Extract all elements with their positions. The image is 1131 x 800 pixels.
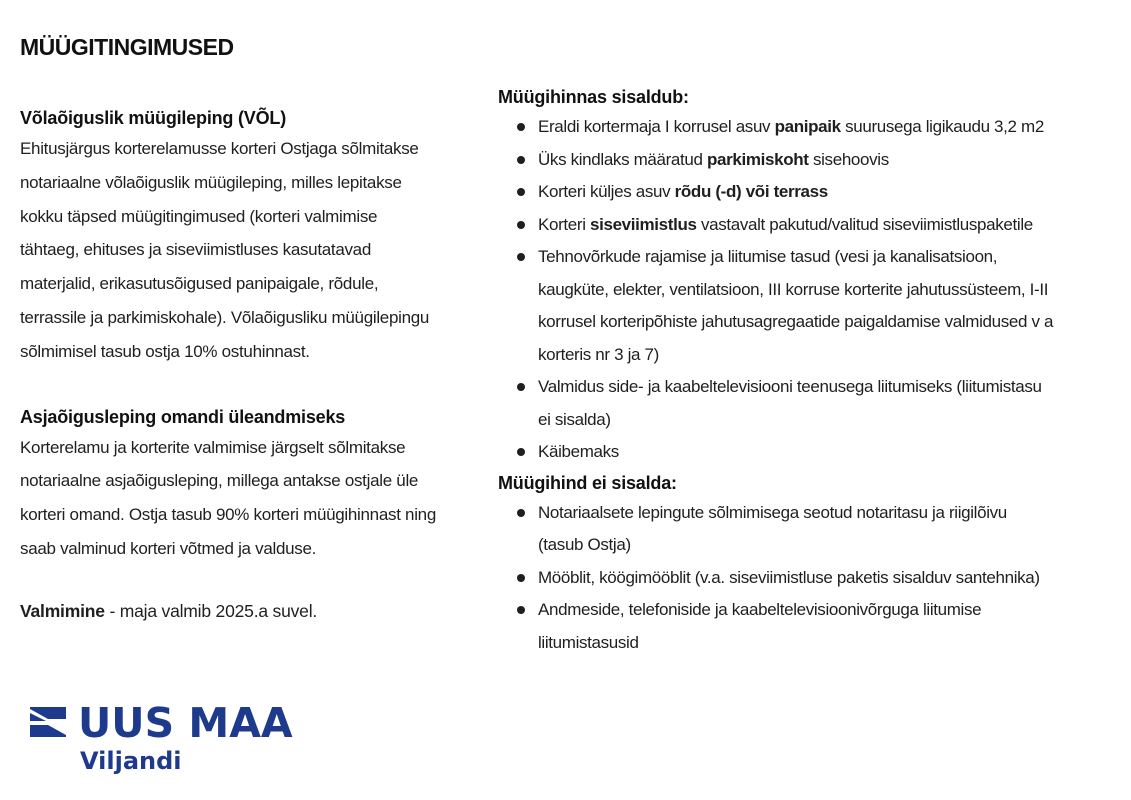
- logo-subtitle: Viljandi: [80, 747, 182, 775]
- list-item: [498, 209, 1118, 242]
- item-bold: siseviimistlus: [590, 214, 697, 234]
- item-text: Korteri küljes asuv: [538, 182, 675, 201]
- vol-line: kokku täpsed müügitingimused (korteri valmimise: [20, 206, 378, 226]
- bullet-icon: [517, 123, 525, 131]
- bullet-icon: [517, 509, 525, 517]
- excluded-list: [498, 497, 1118, 660]
- item-line: kaugküte, elekter, ventilatsioon, III korruse korterite jahutussüsteem, I-II: [538, 279, 1049, 299]
- asja-line: Korterelamu ja korterite valmimise järgselt sõlmitakse: [20, 437, 406, 457]
- excluded-heading: Müügihind ei sisalda:: [498, 472, 677, 493]
- bullet-icon: [517, 606, 525, 614]
- item-line: Mööblit, köögimööblit (v.a. siseviimistluse paketis sisalduv santehnika): [538, 567, 1040, 587]
- asja-line: notariaalne asjaõigusleping, millega antakse ostjale üle: [20, 471, 419, 491]
- bullet-icon: [517, 253, 525, 261]
- vol-line: notariaalne võlaõiguslik müügileping, milles lepitakse: [20, 172, 402, 192]
- bullet-icon: [517, 156, 525, 164]
- list-item: [498, 144, 1118, 177]
- bullet-icon: [517, 188, 525, 196]
- logo-name: UUS MAA: [78, 699, 293, 747]
- asja-line: korteri omand. Ostja tasub 90% korteri müügihinnast ning: [20, 505, 436, 525]
- item-line: Valmidus side- ja kaabeltelevisiooni teenusega liitumiseks (liitumistasu: [538, 377, 1042, 396]
- item-line: korrusel korteripõhiste jahutusagregaatide paigaldamise valmidused v a: [538, 312, 1054, 331]
- list-item: [498, 241, 1118, 371]
- vol-line: sõlmimisel tasub ostja 10% ostuhinnast.: [20, 341, 310, 361]
- item-line: Andmeside, telefoniside ja kaabeltelevisioonivõrguga liitumise: [538, 600, 982, 619]
- item-text: Käibemaks: [538, 442, 619, 461]
- item-line: liitumistasusid: [538, 632, 639, 652]
- right-column: [498, 83, 1118, 659]
- vol-line: tähtaeg, ehituses ja siseviimistluses kasutatavad: [20, 240, 371, 260]
- list-item: [498, 176, 1118, 209]
- item-text: vastavalt pakutud/valitud siseviimistluspaketile: [696, 214, 1033, 234]
- included-heading: Müügihinnas sisaldub:: [498, 87, 689, 107]
- vol-body: [20, 132, 490, 369]
- list-item: [498, 111, 1118, 144]
- item-line: Tehnovõrkude rajamise ja liitumise tasud (vesi ja kanalisatsioon,: [538, 247, 998, 266]
- bullet-icon: [517, 221, 525, 229]
- asja-heading: Asjaõigusleping omandi üleandmiseks: [20, 406, 346, 427]
- logo-mark-icon: [30, 707, 66, 739]
- item-text: Eraldi kortermaja I korrusel asuv: [538, 117, 775, 136]
- item-line: korteris nr 3 ja 7): [538, 344, 659, 364]
- valmimine-label: Valmimine: [20, 600, 105, 621]
- item-text: suurusega ligikaudu 3,2 m2: [840, 117, 1044, 136]
- item-bold: rõdu (-d) või terrass: [674, 182, 828, 201]
- vol-heading: Võlaõiguslik müügileping (VÕL): [20, 108, 287, 128]
- vol-line: terrassile ja parkimiskohale). Võlaõigusliku müügilepingu: [20, 307, 430, 327]
- list-item: [498, 497, 1118, 562]
- valmimine-text: - maja valmib 2025.a suvel.: [104, 600, 318, 621]
- uus-maa-logo: [30, 699, 293, 775]
- item-line: (tasub Ostja): [538, 535, 631, 554]
- vol-line: materjalid, erikasutusõigused panipaigale, rõdule,: [20, 274, 379, 294]
- vol-line: Ehitusjärgus korterelamusse korteri Ostjaga sõlmitakse: [20, 139, 419, 158]
- item-text: sisehoovis: [808, 149, 889, 169]
- item-text: Korteri: [538, 214, 590, 234]
- included-list: [498, 111, 1118, 469]
- item-line: ei sisalda): [538, 409, 611, 429]
- item-bold: panipaik: [774, 117, 841, 136]
- bullet-icon: [517, 383, 525, 391]
- page-title: MÜÜGITINGIMUSED: [20, 34, 234, 60]
- valmimine-line: [20, 596, 490, 626]
- item-text: Üks kindlaks määratud: [538, 149, 707, 169]
- list-item: [498, 594, 1118, 659]
- asja-line: saab valminud korteri võtmed ja valduse.: [20, 538, 317, 558]
- list-item: [498, 371, 1118, 436]
- left-column: [20, 104, 490, 626]
- asja-body: [20, 431, 490, 566]
- list-item: [498, 562, 1118, 595]
- item-line: Notariaalsete lepingute sõlmimisega seotud notaritasu ja riigilõivu: [538, 502, 1007, 522]
- list-item: [498, 436, 1118, 469]
- bullet-icon: [517, 448, 525, 456]
- bullet-icon: [517, 574, 525, 582]
- item-bold: parkimiskoht: [706, 149, 809, 169]
